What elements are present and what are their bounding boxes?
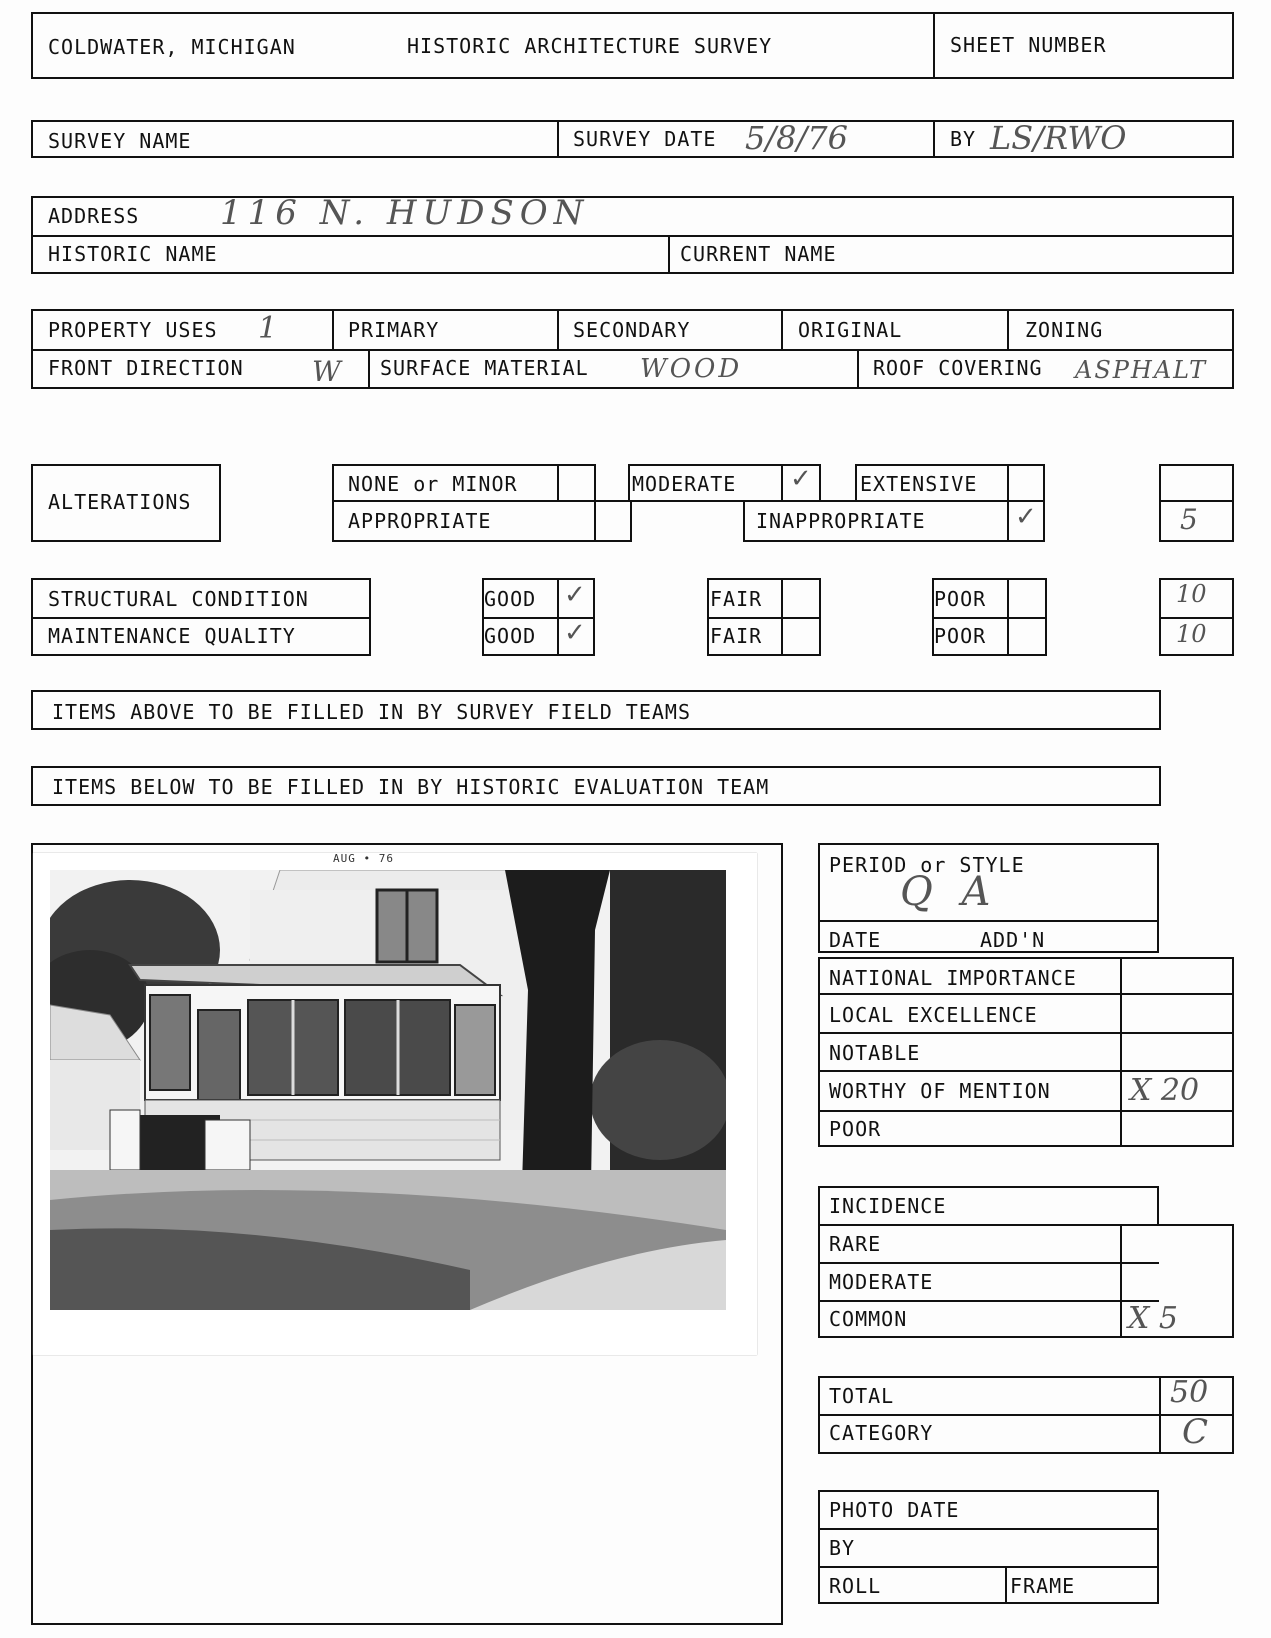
moderate-label: MODERATE: [632, 472, 737, 496]
appropriate-label: APPROPRIATE: [348, 509, 492, 533]
photo-by-label: BY: [829, 1536, 856, 1560]
total-value[interactable]: 50: [1170, 1375, 1209, 1410]
primary-label: PRIMARY: [348, 318, 440, 342]
incidence-moderate-label: MODERATE: [829, 1270, 934, 1294]
structural-good-check-icon[interactable]: ✓: [564, 580, 586, 610]
items-below-end: [1159, 766, 1161, 806]
address-value[interactable]: 116 N. HUDSON: [220, 193, 590, 233]
items-above-text: ITEMS ABOVE TO BE FILLED IN BY SURVEY FIELD TEAMS: [52, 700, 692, 724]
category-label: CATEGORY: [829, 1421, 934, 1445]
incidence-score-div: [1120, 1224, 1122, 1338]
zoning-label: ZONING: [1025, 318, 1104, 342]
importance-rule-2: [818, 1032, 1234, 1034]
national-importance-label: NATIONAL IMPORTANCE: [829, 966, 1077, 990]
importance-rule-4: [818, 1110, 1234, 1112]
photo-info-rule-2: [818, 1566, 1159, 1568]
local-excellence-label: LOCAL EXCELLENCE: [829, 1003, 1038, 1027]
fair-check-div: [781, 578, 783, 656]
alterations-label: ALTERATIONS: [48, 490, 192, 514]
prop-div-6: [857, 349, 859, 389]
photo-date-label: PHOTO DATE: [829, 1498, 960, 1522]
importance-rule-3: [818, 1070, 1234, 1072]
prop-div-4: [1007, 309, 1009, 349]
common-label: COMMON: [829, 1307, 908, 1331]
survey-date-value[interactable]: 5/8/76: [745, 119, 848, 157]
maintenance-good-label: GOOD: [484, 624, 537, 648]
eval-poor-label: POOR: [829, 1117, 882, 1141]
house-photo: [33, 853, 757, 1355]
header-divider: [933, 12, 935, 79]
worthy-of-mention-value[interactable]: X 20: [1130, 1073, 1200, 1108]
alterations-score-rule: [1159, 500, 1234, 502]
property-uses-label: PROPERTY USES: [48, 318, 218, 342]
sheet-number-label: SHEET NUMBER: [950, 33, 1107, 57]
maintenance-quality-label: MAINTENANCE QUALITY: [48, 624, 296, 648]
address-label: ADDRESS: [48, 204, 140, 228]
condition-label-rule: [31, 617, 371, 619]
notable-label: NOTABLE: [829, 1041, 921, 1065]
importance-score-div: [1120, 957, 1122, 1147]
prop-div-3: [781, 309, 783, 349]
period-style-value[interactable]: Q A: [900, 869, 999, 915]
survey-by-value[interactable]: LS/RWO: [990, 119, 1127, 157]
incidence-rule-2: [818, 1300, 1159, 1302]
front-direction-label: FRONT DIRECTION: [48, 356, 244, 380]
rare-label: RARE: [829, 1232, 882, 1256]
survey-by-label: BY: [950, 127, 977, 151]
importance-rule-1: [818, 993, 1234, 995]
structural-score[interactable]: 10: [1176, 580, 1207, 608]
original-label: ORIGINAL: [798, 318, 903, 342]
poor-check-div: [1007, 578, 1009, 656]
roof-covering-value[interactable]: ASPHALT: [1075, 356, 1208, 384]
roll-label: ROLL: [829, 1574, 882, 1598]
extensive-label: EXTENSIVE: [860, 472, 978, 496]
moderate-check-div: [781, 464, 783, 502]
historic-name-label: HISTORIC NAME: [48, 242, 218, 266]
maintenance-poor-label: POOR: [934, 624, 987, 648]
structural-good-label: GOOD: [484, 587, 537, 611]
photo-stamp: AUG • 76: [333, 852, 394, 865]
maintenance-good-check-icon[interactable]: ✓: [564, 618, 586, 648]
fair-rule: [707, 617, 821, 619]
period-date-rule: [818, 920, 1159, 922]
period-style-label: PERIOD or STYLE: [829, 853, 1025, 877]
incidence-label: INCIDENCE: [829, 1194, 947, 1218]
roof-covering-label: ROOF COVERING: [873, 356, 1043, 380]
structural-fair-label: FAIR: [710, 587, 763, 611]
photo-info-rule-1: [818, 1528, 1159, 1530]
structural-condition-label: STRUCTURAL CONDITION: [48, 587, 309, 611]
survey-name-label: SURVEY NAME: [48, 129, 192, 153]
moderate-check-icon[interactable]: ✓: [790, 464, 812, 494]
roll-frame-div: [1005, 1566, 1007, 1604]
prop-div-2: [557, 309, 559, 349]
addn-label: ADD'N: [980, 928, 1046, 952]
none-minor-check-div: [557, 464, 559, 502]
house-photo-image: [50, 870, 726, 1310]
total-label: TOTAL: [829, 1384, 895, 1408]
poor-rule: [932, 617, 1047, 619]
property-rule: [31, 349, 1234, 351]
totals-rule: [818, 1414, 1234, 1416]
common-value[interactable]: X 5: [1128, 1301, 1178, 1336]
property-uses-value[interactable]: 1: [258, 311, 278, 346]
inappropriate-check-icon[interactable]: ✓: [1015, 502, 1037, 532]
inappropriate-label: INAPPROPRIATE: [756, 509, 926, 533]
surface-material-value[interactable]: WOOD: [640, 354, 743, 384]
worthy-of-mention-label: WORTHY OF MENTION: [829, 1079, 1051, 1103]
frame-label: FRAME: [1010, 1574, 1076, 1598]
inappropriate-check-div: [1007, 500, 1009, 542]
good-check-div: [557, 578, 559, 656]
form-title: HISTORIC ARCHITECTURE SURVEY: [407, 34, 773, 58]
none-minor-label: NONE or MINOR: [348, 472, 518, 496]
items-below-text: ITEMS BELOW TO BE FILLED IN BY HISTORIC EVALUATION TEAM: [52, 775, 770, 799]
category-value[interactable]: C: [1182, 1412, 1209, 1452]
city-label: COLDWATER, MICHIGAN: [48, 35, 296, 59]
surface-material-label: SURFACE MATERIAL: [380, 356, 589, 380]
maintenance-score[interactable]: 10: [1176, 620, 1207, 648]
appropriate-check-div: [594, 500, 596, 542]
survey-date-label: SURVEY DATE: [573, 127, 717, 151]
secondary-label: SECONDARY: [573, 318, 691, 342]
alterations-score[interactable]: 5: [1180, 503, 1198, 536]
condition-score-rule: [1159, 617, 1234, 619]
extensive-check-div: [1007, 464, 1009, 502]
front-direction-value[interactable]: W: [312, 355, 341, 388]
prop-div-5: [368, 349, 370, 389]
name-divider: [668, 235, 670, 274]
prop-div-1: [332, 309, 334, 349]
maintenance-fair-label: FAIR: [710, 624, 763, 648]
survey-divider-2: [933, 120, 935, 158]
current-name-label: CURRENT NAME: [680, 242, 837, 266]
address-rule: [31, 235, 1234, 237]
structural-poor-label: POOR: [934, 587, 987, 611]
survey-divider-1: [557, 120, 559, 158]
date-label: DATE: [829, 928, 882, 952]
incidence-rule-1: [818, 1262, 1159, 1264]
